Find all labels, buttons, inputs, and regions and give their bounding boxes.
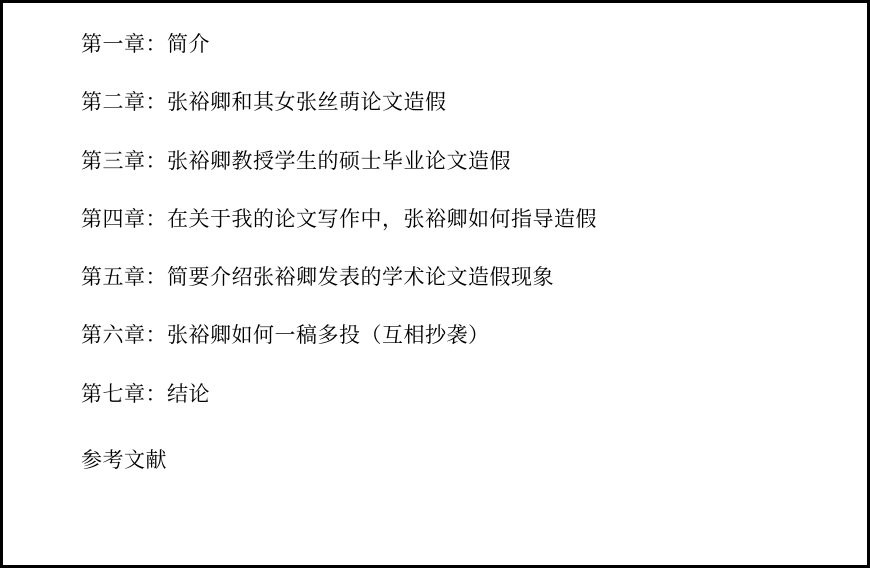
toc-entry-chapter-7: 第七章：结论 [81,381,210,406]
toc-entry-chapter-3: 第三章：张裕卿教授学生的硕士毕业论文造假 [81,148,511,173]
toc-entry-chapter-4: 第四章：在关于我的论文写作中，张裕卿如何指导造假 [81,206,597,231]
toc-entry-chapter-2: 第二章：张裕卿和其女张丝萌论文造假 [81,90,447,115]
table-of-contents [81,31,827,473]
toc-entry-chapter-1: 第一章：简介 [81,32,210,56]
toc-entry-chapter-5: 第五章：简要介绍张裕卿发表的学术论文造假现象 [81,265,554,289]
toc-entry-references: 参考文献 [81,447,167,472]
toc-entry-chapter-6: 第六章：张裕卿如何一稿多投（互相抄袭） [81,323,490,348]
